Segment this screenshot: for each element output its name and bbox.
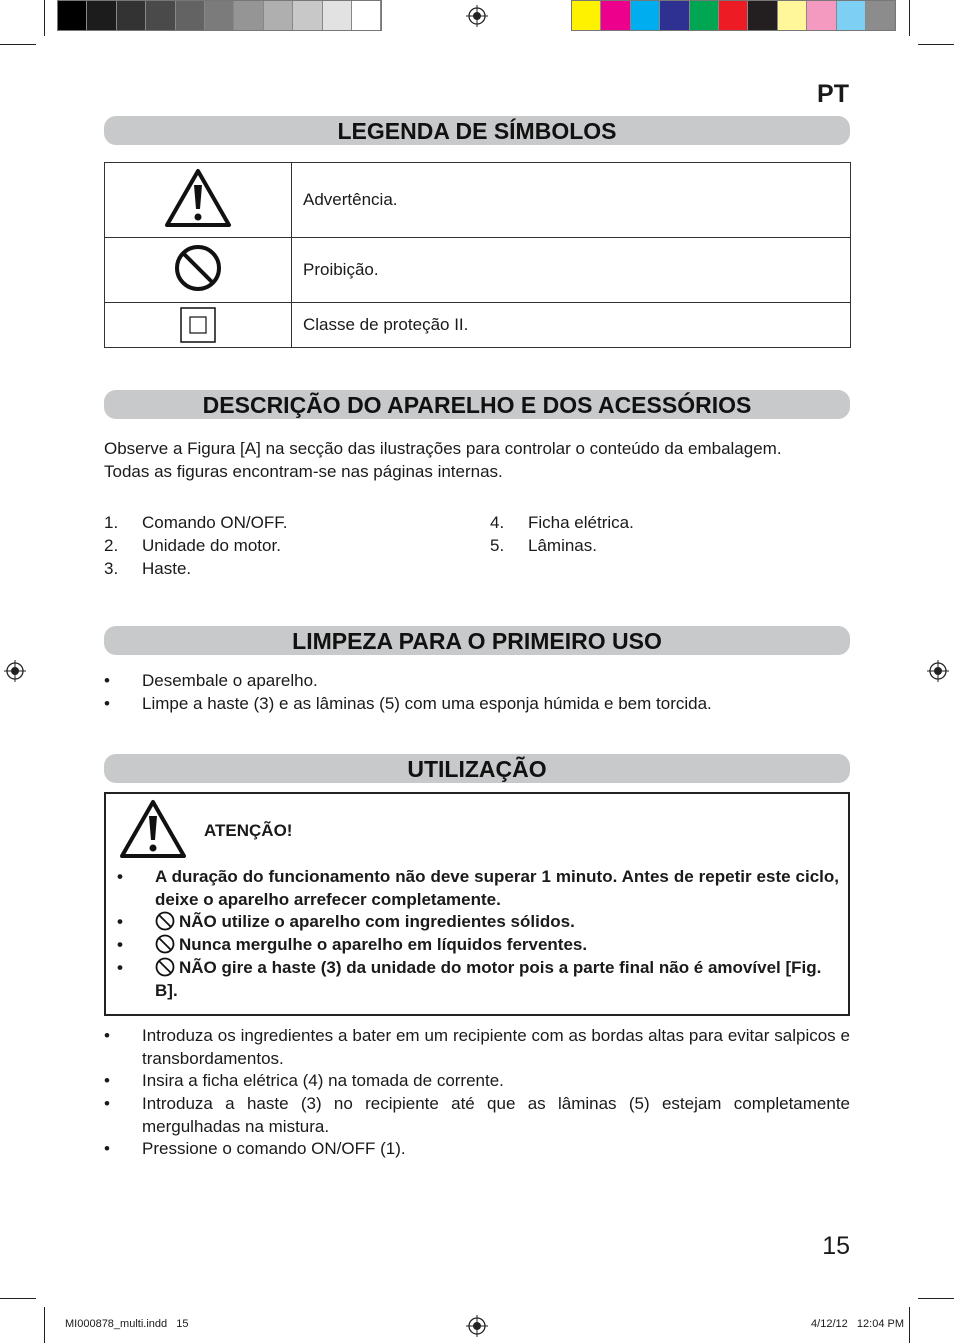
table-row xyxy=(105,238,851,303)
warning-item: • Nunca mergulhe o aparelho em líquidos ferventes. xyxy=(117,935,588,954)
color-swatch xyxy=(323,1,352,30)
prohibition-icon xyxy=(173,243,223,293)
list-item: 1. xyxy=(104,513,119,532)
color-swatch xyxy=(719,1,748,30)
warning-box xyxy=(104,792,850,1016)
symbol-description: Advertência. xyxy=(292,163,851,238)
warning-triangle-icon xyxy=(118,798,188,860)
list-item: Ficha elétrica. xyxy=(528,513,634,532)
color-swatch xyxy=(176,1,205,30)
list-item: Comando ON/OFF. xyxy=(142,513,288,532)
color-swatch xyxy=(631,1,660,30)
table-row xyxy=(105,303,851,348)
process-color-bar xyxy=(571,0,896,31)
color-swatch xyxy=(205,1,234,30)
section-heading-description: DESCRIÇÃO DO APARELHO E DOS ACESSÓRIOS xyxy=(104,390,850,419)
crop-mark xyxy=(44,1307,45,1343)
prohibition-icon xyxy=(155,934,175,954)
warning-item: • NÃO gire a haste (3) da unidade do motor pois a parte final não é amovível [Fig. B]. xyxy=(117,958,822,1000)
color-swatch xyxy=(572,1,601,30)
registration-mark-icon xyxy=(466,1315,488,1337)
color-swatch xyxy=(690,1,719,30)
page-number: 15 xyxy=(822,1232,850,1260)
description-intro xyxy=(104,437,864,483)
color-swatch xyxy=(601,1,630,30)
registration-mark-icon xyxy=(4,660,26,682)
intro-line: Observe a Figura [A] na secção das ilustrações para controlar o conteúdo da embalagem. xyxy=(104,439,782,458)
crop-mark xyxy=(918,1298,954,1299)
list-item: • Insira a ficha elétrica (4) na tomada de corrente. xyxy=(104,1071,504,1090)
registration-mark-icon xyxy=(927,660,949,682)
color-swatch xyxy=(58,1,87,30)
symbol-description: Proibição. xyxy=(292,238,851,303)
color-swatch xyxy=(234,1,263,30)
symbol-description: Classe de proteção II. xyxy=(292,303,851,348)
warning-item: • A duração do funcionamento não deve superar 1 minuto. Antes de repetir este ciclo, deixe o aparelho arrefecer completamente. xyxy=(117,867,839,909)
list-item: • Limpe a haste (3) e as lâminas (5) com uma esponja húmida e bem torcida. xyxy=(104,694,712,713)
symbol-legend-table xyxy=(104,162,851,348)
color-swatch xyxy=(352,1,381,30)
footer-file-info: MI000878_multi.indd 15 xyxy=(65,1318,189,1330)
prohibition-icon xyxy=(155,911,175,931)
color-swatch xyxy=(778,1,807,30)
warning-triangle-icon xyxy=(163,167,233,229)
language-code: PT xyxy=(817,80,849,108)
warning-item: • NÃO utilize o aparelho com ingredientes sólidos. xyxy=(117,912,575,931)
list-item: Haste. xyxy=(142,559,192,578)
list-item: 3. xyxy=(104,559,119,578)
list-item: 2. xyxy=(104,536,119,555)
color-swatch xyxy=(660,1,689,30)
class-ii-double-square-icon xyxy=(180,307,216,343)
section-heading-legend: LEGENDA DE SÍMBOLOS xyxy=(104,116,850,145)
color-swatch xyxy=(807,1,836,30)
crop-mark xyxy=(909,0,910,36)
list-item: 5. xyxy=(490,536,505,555)
crop-mark xyxy=(44,0,45,36)
color-swatch xyxy=(866,1,895,30)
list-item: • Desembale o aparelho. xyxy=(104,671,318,690)
color-swatch xyxy=(146,1,175,30)
intro-line: Todas as figuras encontram-se nas páginas internas. xyxy=(104,462,503,481)
list-item: • Introduza os ingredientes a bater em um recipiente com as bordas altas para evitar salpicos e transbordamentos. xyxy=(104,1026,850,1068)
list-item: • Pressione o comando ON/OFF (1). xyxy=(104,1139,406,1158)
color-swatch xyxy=(837,1,866,30)
crop-mark xyxy=(918,44,954,45)
crop-mark xyxy=(0,1298,36,1299)
crop-mark xyxy=(909,1307,910,1343)
color-swatch xyxy=(264,1,293,30)
prohibition-icon xyxy=(155,957,175,977)
list-item: 4. xyxy=(490,513,505,532)
section-heading-cleaning: LIMPEZA PARA O PRIMEIRO USO xyxy=(104,626,850,655)
list-item: Unidade do motor. xyxy=(142,536,281,555)
registration-mark-icon xyxy=(466,5,488,27)
warning-title: ATENÇÃO! xyxy=(204,821,293,840)
section-heading-usage: UTILIZAÇÃO xyxy=(104,754,850,783)
crop-mark xyxy=(0,44,36,45)
footer-date: 4/12/12 12:04 PM xyxy=(811,1318,904,1330)
list-item: • Introduza a haste (3) no recipiente até que as lâminas (5) estejam completamente mergulhadas na mistura. xyxy=(104,1094,850,1136)
color-swatch xyxy=(87,1,116,30)
table-row xyxy=(105,163,851,238)
list-item: Lâminas. xyxy=(528,536,597,555)
gray-ramp-color-bar xyxy=(57,0,382,31)
color-swatch xyxy=(748,1,777,30)
color-swatch xyxy=(117,1,146,30)
color-swatch xyxy=(293,1,322,30)
